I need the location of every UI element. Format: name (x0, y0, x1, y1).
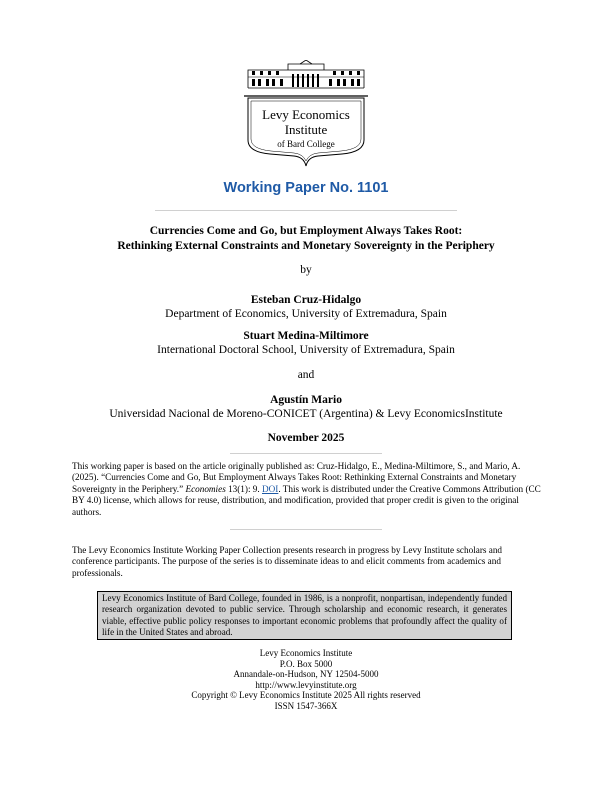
contact-url[interactable]: http://www.levyinstitute.org (255, 679, 357, 690)
publication-date: November 2025 (267, 432, 345, 444)
working-paper-number: Working Paper No. 1101 (223, 180, 389, 196)
paper-title-line-1: Currencies Come and Go, but Employment Always Takes Root: (149, 225, 463, 237)
copyright: Copyright © Levy Economics Institute 2025 All rights reserved (191, 690, 421, 701)
collection-description: The Levy Economics Institute Working Paper Collection presents research in progress by Levy Institute scholars and conference participants. The purpose of the series is to disseminate ideas to and elicit comments from academics and professionals. (72, 545, 503, 578)
contact-block (0, 648, 612, 712)
note-text: . This work is distributed under the Creative Commons Attribution (CC BY 4.0) license, which allows for reuse, distribution, and modification, provided that proper credit is given to the original authors. (72, 483, 541, 517)
author-name: Agustín Mario (270, 394, 342, 406)
paper-title (0, 224, 612, 254)
author-affiliation: International Doctoral School, University of Extremadura, Spain (157, 344, 455, 356)
doi-link[interactable]: DOI (262, 483, 279, 494)
journal-name: Economies (185, 483, 226, 494)
contact-name: Levy Economics Institute (259, 648, 353, 658)
logo-line-2: Institute (284, 122, 328, 137)
divider (230, 453, 382, 454)
author-name: Esteban Cruz-Hidalgo (250, 294, 362, 306)
note-text: 13(1): 9. (228, 483, 260, 494)
issn: ISSN 1547-366X (274, 700, 338, 711)
institute-description-box: Levy Economics Institute of Bard College, founded in 1986, is a nonprofit, nonpartisan, independently funded research organization devoted to public service. Through scholarship and economic research, it generates viable, effective public policy responses to important economic problems that profoundly affect the quality of life in the United States and abroad. (97, 591, 512, 640)
publication-note (72, 461, 542, 518)
logo-line-3: of Bard College (277, 139, 335, 149)
author-affiliation: Department of Economics, University of Extremadura, Spain (165, 308, 447, 320)
note-text: This working paper is based on the article originally published as: Cruz-Hidalgo, E., Medina-Miltimore, S., and Mario, A. (2025). “Currencies Come and Go, But Employment Always Takes Root: Rethinking External Constraints and Monetary Sovereignty in the Periphery.” (72, 461, 521, 494)
contact-po-box: P.O. Box 5000 (279, 658, 333, 669)
author-affiliation: Universidad Nacional de Moreno-CONICET (Argentina) & Levy EconomicsInstitute (109, 408, 503, 420)
divider (155, 210, 457, 211)
contact-address: Annandale-on-Hudson, NY 12504-5000 (233, 669, 379, 680)
institute-logo (238, 60, 374, 170)
logo-line-1: Levy Economics (262, 107, 350, 122)
by-label: by (300, 264, 312, 276)
paper-title-line-2: Rethinking External Constraints and Monetary Sovereignty in the Periphery (117, 240, 495, 252)
divider (230, 529, 382, 530)
and-label: and (297, 369, 315, 381)
author-name: Stuart Medina-Miltimore (243, 330, 369, 342)
